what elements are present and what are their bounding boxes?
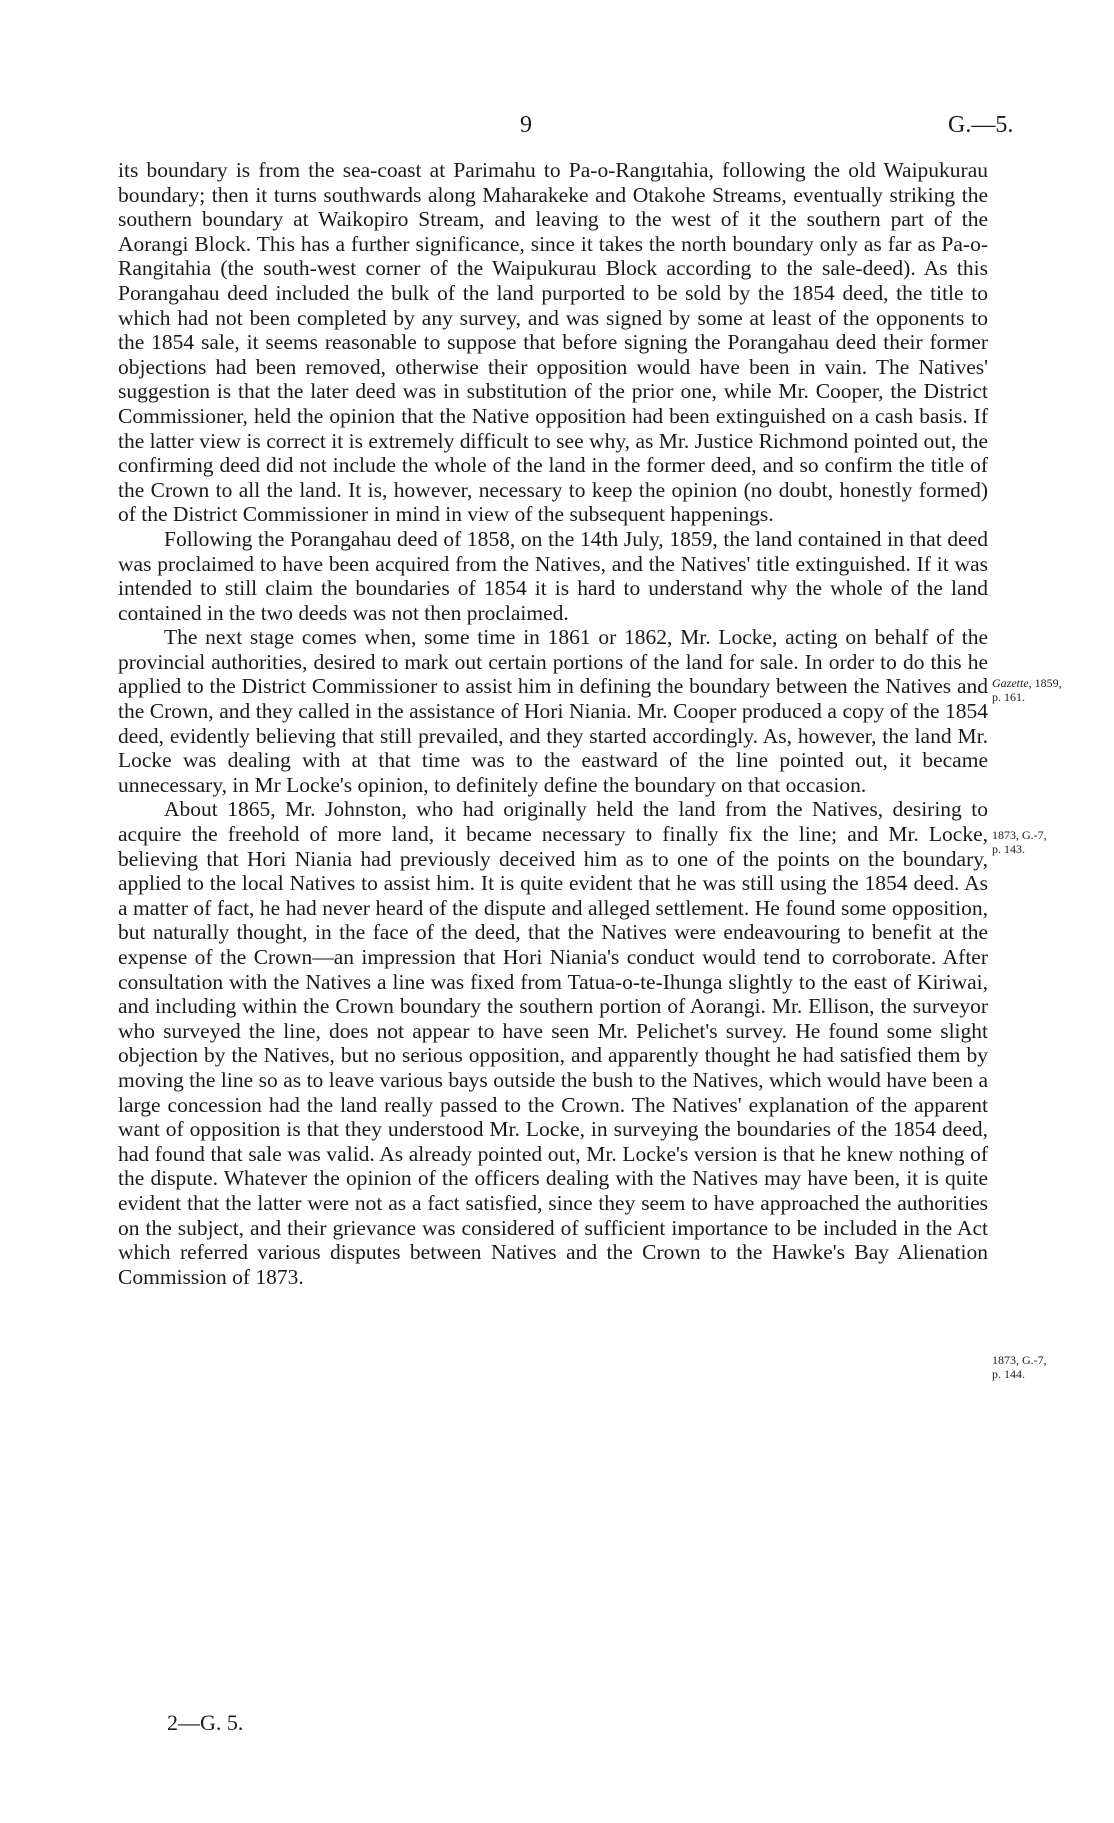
paragraph-about-1865: About 1865, Mr. Johnston, who had originally held the land from the Natives, desiring to acquire the freehold of more land, it became necessary to finally fix the line; and Mr. Locke, believing that Hori Niania had previously deceived him as to one of the points on the boundary, applied to the local Natives to assist him. It is quite evident that he was still using the 1854 deed. As a matter of fact, he had never heard of the dispute and alleged settlement. He found some opposition, but naturally thought, in the face of the deed, that the Natives were endeavouring to benefit at the expense of the Crown—an impression that Hori Niania's conduct would tend to corroborate. After consultation with the Natives a line was fixed from Tatua-o-te-Ihunga slightly to the east of Kiriwai, and including within the Crown boundary the southern portion of Aorangi. Mr. Ellison, the surveyor who surveyed the line, does not appear to have seen Mr. Pelichet's survey. He found some slight objection by the Natives, but no serious opposition, and apparently thought he had satisfied them by moving the line so as to leave various bays outside the bush to the Natives, which would have been a large concession had the land really passed to the Crown. The Natives' explanation of the apparent want of opposition is that they understood Mr. Locke, in surveying the boundaries of the 1854 deed, had found that sale was valid. As already pointed out, Mr. Locke's version is that he knew nothing of the dispute. Whatever the opinion of the officers dealing with the Natives may have been, it is quite evident that the latter were not as a fact satisfied, since they seem to have approached the authorities on the subject, and their grievance was considered of sufficient importance to be included in the Act which referred various disputes between Natives and the Crown to the Hawke's Bay Alienation Commission of 1873. <box>118 797 988 1289</box>
paragraph-proclamation: Following the Porangahau deed of 1858, on the 14th July, 1859, the land contained in that deed was proclaimed to have been acquired from the Natives, and the Natives' title extinguished. If it was intended to still claim the boundaries of 1854 it is hard to understand why the whole of the land contained in the two deeds was not then proclaimed. <box>118 526 988 625</box>
margin-note-gazette <box>992 676 1062 704</box>
margin-note-text: 1873, G.-7, <box>992 828 1047 842</box>
paragraph-next-stage: The next stage comes when, some time in 1861 or 1862, Mr. Locke, acting on behalf of the provincial authorities, desired to mark out certain portions of the land for sale. In order to do this he applied to the District Commissioner to assist him in defining the boundary between the Natives and the Crown, and they called in the assistance of Hori Niania. Mr. Cooper produced a copy of the 1854 deed, evidently believing that still prevailed, and they started accordingly. As, however, the land Mr. Locke was dealing with at that time was to the eastward of the line pointed out, it became unnecessary, in Mr Locke's opinion, to definitely define the boundary on that occasion. <box>118 625 988 797</box>
margin-note-text: , 1859, <box>1028 676 1062 690</box>
document-code: G.—5. <box>948 112 1014 138</box>
paragraph-continuation: its boundary is from the sea-coast at Parimahu to Pa-o-Rangıtahia, following the old Waipukurau boundary; then it turns southwards along Maharakeke and Otakohe Streams, eventually striking the southern boundary at Waikopiro Stream, and leaving to the west of it the southern part of the Aorangi Block. This has a further significance, since it takes the north boundary only as far as Pa-o-Rangitahia (the south-west corner of the Waipukurau Block according to the sale-deed). As this Porangahau deed included the bulk of the land purported to be sold by the 1854 deed, the title to which had not been completed by any survey, and was signed by some at least of the opponents to the 1854 sale, it seems reasonable to suppose that before signing the Porangahau deed their former objections had been removed, otherwise their opposition would have been in vain. The Natives' suggestion is that the later deed was in substitution of the prior one, while Mr. Cooper, the District Commissioner, held the opinion that the Native opposition had been extinguished on a cash basis. If the latter view is correct it is extremely difficult to see why, as Mr. Justice Richmond pointed out, the confirming deed did not include the whole of the land in the former deed, and so confirm the title of the Crown to all the land. It is, however, necessary to keep the opinion (no doubt, honestly formed) of the District Commissioner in mind in view of the subsequent happenings. <box>118 158 988 527</box>
margin-note-italic: Gazette <box>992 676 1029 690</box>
margin-note-page: p. 144. <box>992 1367 1025 1381</box>
margin-note-1873-p144 <box>992 1353 1047 1381</box>
margin-note-page: p. 161. <box>992 690 1025 704</box>
margin-note-1873-p143 <box>992 828 1047 856</box>
margin-note-line <box>992 676 1062 690</box>
page-number: 9 <box>520 112 532 138</box>
body-text <box>118 158 988 1289</box>
margin-note-page: p. 143. <box>992 842 1025 856</box>
signature-mark: 2—G. 5. <box>167 1710 244 1735</box>
margin-note-text: 1873, G.-7, <box>992 1353 1047 1367</box>
